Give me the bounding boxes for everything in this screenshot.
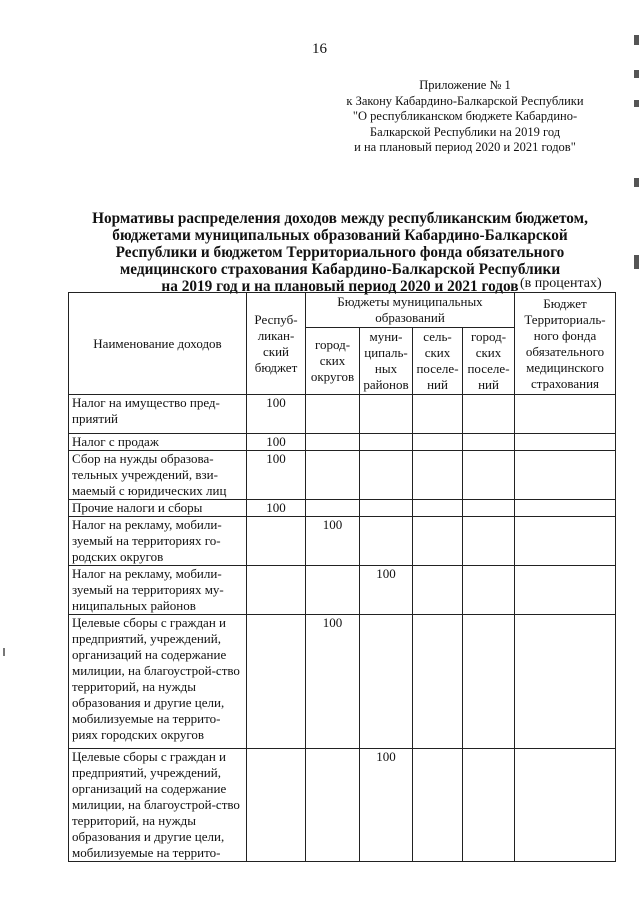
income-name-cell: Сбор на нужды образова-тельных учреждений, взи-маемый с юридических лиц	[69, 451, 247, 500]
rural-settlements-share-cell	[413, 500, 463, 517]
header-urban-districts: город-ских округов	[306, 328, 360, 395]
table-row	[69, 434, 616, 451]
units-note: (в процентах)	[520, 276, 602, 291]
table-row	[69, 749, 616, 862]
municipal-districts-share-cell	[360, 395, 413, 434]
rural-settlements-share-cell	[413, 615, 463, 749]
rural-settlements-share-cell	[413, 434, 463, 451]
income-name-cell: Прочие налоги и сборы	[69, 500, 247, 517]
urban-settlements-share-cell	[463, 395, 515, 434]
appendix-line: и на плановый период 2020 и 2021 годов"	[354, 140, 576, 154]
scan-edge	[634, 255, 639, 269]
income-name-cell: Целевые сборы с граждан и предприятий, учреждений, организаций на содержание милиции, на благоустрой-ство территорий, на нужды образования и другие цели, мобилизуемые на террито-риях городских округов	[69, 615, 247, 749]
header-tfoms-budget: Бюджет Территориаль-ного фонда обязательного медицинского страхования	[515, 293, 616, 395]
municipal-districts-share-cell	[360, 615, 413, 749]
municipal-districts-share-cell	[360, 500, 413, 517]
title-line: на 2019 год и на плановый период 2020 и 2021 годов	[161, 278, 519, 295]
urban-districts-share-cell	[306, 434, 360, 451]
urban-settlements-share-cell	[463, 500, 515, 517]
income-name-cell: Налог на рекламу, мобили-зуемый на территориях му-ниципальных районов	[69, 566, 247, 615]
income-name-cell: Налог на имущество пред-приятий	[69, 395, 247, 434]
table-row	[69, 451, 616, 500]
table-row	[69, 566, 616, 615]
scan-mark	[3, 648, 5, 656]
tfoms-share-cell	[515, 749, 616, 862]
tfoms-share-cell	[515, 566, 616, 615]
appendix-line: Приложение № 1	[419, 78, 511, 92]
municipal-districts-share-cell: 100	[360, 749, 413, 862]
tfoms-share-cell	[515, 517, 616, 566]
municipal-districts-share-cell	[360, 451, 413, 500]
republic-share-cell	[247, 615, 306, 749]
tfoms-share-cell	[515, 615, 616, 749]
municipal-districts-share-cell	[360, 434, 413, 451]
urban-settlements-share-cell	[463, 517, 515, 566]
header-republic-budget: Респуб-ликан-ский бюджет	[247, 293, 306, 395]
appendix-line: "О республиканском бюджете Кабардино-	[352, 109, 578, 123]
urban-districts-share-cell	[306, 500, 360, 517]
tfoms-share-cell	[515, 500, 616, 517]
republic-share-cell: 100	[247, 451, 306, 500]
urban-settlements-share-cell	[463, 749, 515, 862]
scan-edge	[634, 35, 639, 45]
urban-districts-share-cell: 100	[306, 615, 360, 749]
rural-settlements-share-cell	[413, 749, 463, 862]
header-income-name: Наименование доходов	[69, 293, 247, 395]
republic-share-cell: 100	[247, 395, 306, 434]
table-row	[69, 500, 616, 517]
scan-edge	[634, 100, 639, 107]
title-line: бюджетами муниципальных образований Кабардино-Балкарской	[112, 227, 568, 244]
urban-districts-share-cell	[306, 749, 360, 862]
appendix-line: к Закону Кабардино-Балкарской Республики	[346, 93, 584, 108]
rural-settlements-share-cell	[413, 517, 463, 566]
income-name-cell: Целевые сборы с граждан и предприятий, учреждений, организаций на содержание милиции, на благоустрой-ство территорий, на нужды образования и другие цели, мобилизуемые на террито-	[69, 749, 247, 862]
tfoms-share-cell	[515, 395, 616, 434]
title-line: Нормативы распределения доходов между республиканским бюджетом,	[92, 210, 588, 227]
urban-districts-share-cell	[306, 566, 360, 615]
municipal-districts-share-cell	[360, 517, 413, 566]
page-number: 16	[312, 41, 327, 57]
header-municipal-districts: муни-ципаль-ных районов	[360, 328, 413, 395]
income-name-cell: Налог с продаж	[69, 434, 247, 451]
republic-share-cell: 100	[247, 434, 306, 451]
header-municipal-budgets: Бюджеты муниципальных образований	[306, 293, 515, 328]
rural-settlements-share-cell	[413, 566, 463, 615]
republic-share-cell: 100	[247, 500, 306, 517]
appendix-note	[330, 78, 600, 156]
republic-share-cell	[247, 566, 306, 615]
title-line: Республики и бюджетом Территориального фонда обязательного	[115, 244, 565, 261]
scan-edge	[634, 70, 639, 78]
header-urban-settlements: город-ских поселе-ний	[463, 328, 515, 395]
municipal-districts-share-cell: 100	[360, 566, 413, 615]
table-row	[69, 395, 616, 434]
title-line: медицинского страхования Кабардино-Балкарской Республики	[119, 261, 561, 278]
appendix-line: Балкарской Республики на 2019 год	[369, 124, 561, 139]
republic-share-cell	[247, 517, 306, 566]
urban-settlements-share-cell	[463, 615, 515, 749]
urban-settlements-share-cell	[463, 566, 515, 615]
urban-settlements-share-cell	[463, 451, 515, 500]
table-row	[69, 615, 616, 749]
tfoms-share-cell	[515, 451, 616, 500]
revenue-norms-table	[68, 292, 616, 862]
scan-edge	[634, 178, 639, 187]
income-name-cell: Налог на рекламу, мобили-зуемый на территориях го-родских округов	[69, 517, 247, 566]
rural-settlements-share-cell	[413, 451, 463, 500]
tfoms-share-cell	[515, 434, 616, 451]
republic-share-cell	[247, 749, 306, 862]
urban-districts-share-cell	[306, 395, 360, 434]
urban-settlements-share-cell	[463, 434, 515, 451]
rural-settlements-share-cell	[413, 395, 463, 434]
table-row	[69, 517, 616, 566]
header-rural-settlements: сель-ских поселе-ний	[413, 328, 463, 395]
urban-districts-share-cell: 100	[306, 517, 360, 566]
urban-districts-share-cell	[306, 451, 360, 500]
